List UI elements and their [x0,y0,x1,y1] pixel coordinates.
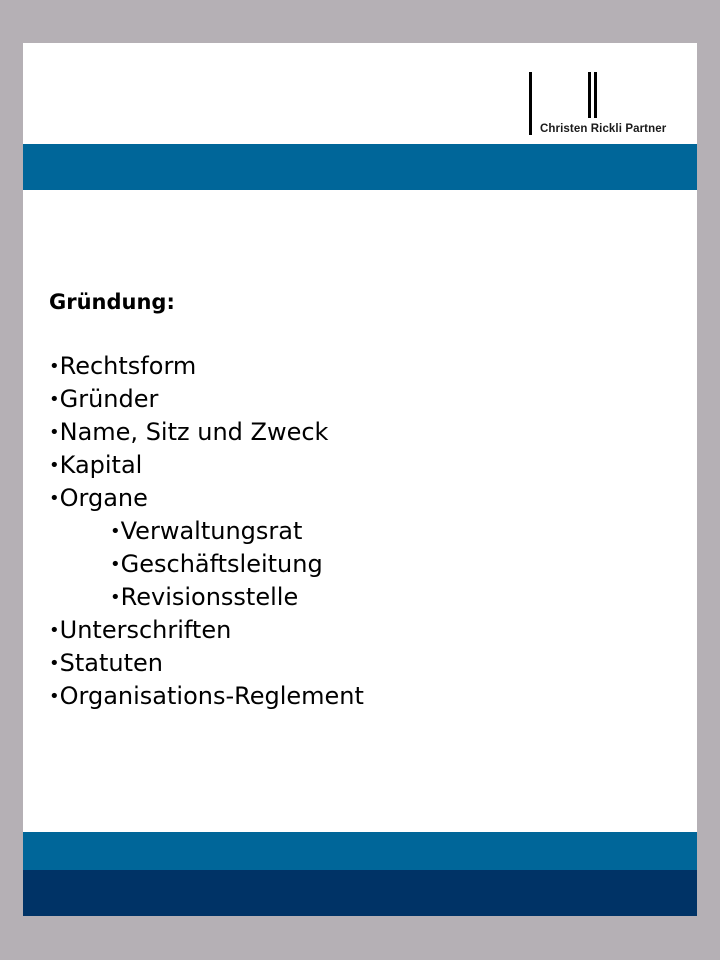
sub-list-item [49,515,679,548]
company-logo [23,43,697,143]
list-item-label: Rechtsform [59,352,197,380]
list-item [49,350,679,383]
bullet-icon: • [49,389,60,410]
list-item [49,614,679,647]
list-item-label: Unterschriften [59,616,232,644]
footer-band-blue [23,832,697,870]
logo-bar-left [529,72,532,135]
bullet-icon: • [49,488,60,509]
bullet-list [49,350,679,713]
sub-list-item [49,581,679,614]
footer-band-dark [23,870,697,916]
logo-bar-mid-1 [588,72,591,118]
slide-content [49,286,679,713]
list-item [49,482,679,515]
list-item-label: Revisionsstelle [120,583,299,611]
header-band [23,144,697,190]
list-item [49,449,679,482]
list-item-label: Organe [59,484,148,512]
bullet-icon: • [49,653,60,674]
list-item [49,416,679,449]
slide-heading: Gründung: [49,290,175,314]
list-item [49,647,679,680]
bullet-icon: • [49,686,60,707]
list-item-label: Verwaltungsrat [120,517,303,545]
bullet-icon: • [49,356,60,377]
logo-bar-mid-2 [594,72,597,118]
bullet-icon: • [49,455,60,476]
bullet-icon: • [110,554,121,575]
logo-company-name: Christen Rickli Partner [540,123,667,135]
list-item-label: Geschäftsleitung [120,550,323,578]
list-item-label: Gründer [59,385,159,413]
bullet-icon: • [49,620,60,641]
list-item-label: Kapital [59,451,143,479]
list-item [49,383,679,416]
slide [23,43,697,916]
bullet-icon: • [110,521,121,542]
list-item-label: Statuten [59,649,163,677]
bullet-icon: • [49,422,60,443]
list-item [49,680,679,713]
sub-list-item [49,548,679,581]
list-item-label: Name, Sitz und Zweck [59,418,329,446]
list-item-label: Organisations-Reglement [59,682,364,710]
bullet-icon: • [110,587,121,608]
